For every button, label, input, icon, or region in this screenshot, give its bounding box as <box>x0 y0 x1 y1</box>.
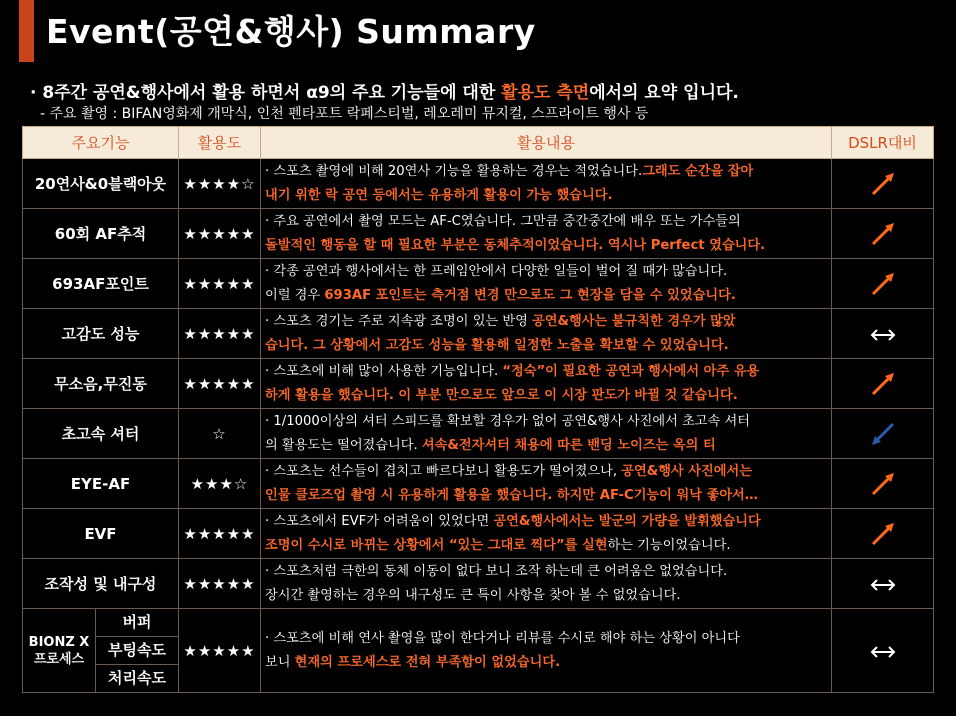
rating-stars: ★★★☆ <box>179 459 261 509</box>
shooting-note: - 주요 촬영 : BIFAN영화제 개막식, 인천 펜타포트 락페스티벌, 레오레미 뮤지컬, 스프라이트 행사 등 <box>40 106 649 122</box>
arrow-down-icon <box>832 409 934 459</box>
group-label-line: 프로세스 <box>33 651 85 667</box>
feature-name: EYE-AF <box>23 459 179 509</box>
desc-text: · 스포츠 경기는 주로 지속광 조명이 있는 반영 <box>265 313 533 329</box>
table-row <box>23 309 934 359</box>
table-row <box>23 409 934 459</box>
desc-line-2 <box>265 434 831 458</box>
subtitle-highlight: 활용도 측면 <box>501 83 590 103</box>
desc-line-1: · 스포츠에 비해 연사 촬영을 많이 한다거나 리뷰를 수시로 해야 하는 상황이 아니다 <box>265 630 740 646</box>
title-accent-bar <box>19 0 34 62</box>
desc-line-1 <box>265 360 831 384</box>
sub-feature: 처리속도 <box>108 669 166 687</box>
desc-highlight: 인물 클로즈업 촬영 시 유용하게 활용을 했습니다. 하지만 AF-C기능이 워낙 좋아서… <box>265 487 758 503</box>
desc-line-1 <box>265 310 831 334</box>
desc-highlight: 현재의 프로세스로 전혀 부족함이 없었습니다. <box>294 654 561 670</box>
desc-highlight: 습니다. 그 상황에서 고감도 성능을 활용해 일정한 노출을 확보할 수 있었습니다. <box>265 337 729 353</box>
feature-name: 고감도 성능 <box>23 309 179 359</box>
table-row <box>23 609 934 693</box>
desc-highlight: 693AF 포인트는 측거점 변경 만으로도 그 현장을 담을 수 있었습니다. <box>324 287 736 303</box>
desc-line-2 <box>265 334 831 358</box>
desc-line-1 <box>265 510 831 534</box>
table-row <box>23 259 934 309</box>
desc-line-1 <box>265 260 831 284</box>
desc-text: 보니 <box>265 654 295 670</box>
sub-feature: 버퍼 <box>96 609 178 637</box>
desc-highlight: 조명이 수시로 바뀌는 상황에서 “있는 그대로 찍다”를 실현 <box>265 537 608 553</box>
summary-table <box>22 126 934 693</box>
header-usage: 활용도 <box>179 127 261 159</box>
usage-description <box>261 159 832 209</box>
header-feature: 주요기능 <box>23 127 179 159</box>
usage-description <box>261 359 832 409</box>
desc-line-1 <box>265 560 831 584</box>
rating-stars: ☆ <box>179 409 261 459</box>
feature-name: 60회 AF추적 <box>23 209 179 259</box>
group-label <box>23 609 96 692</box>
arrow-up-icon <box>832 209 934 259</box>
rating-stars: ★★★★★ <box>179 359 261 409</box>
usage-description <box>261 509 832 559</box>
desc-highlight: 내기 위한 락 공연 등에서는 유용하게 활용이 가능 했습니다. <box>265 187 613 203</box>
arrow-both-icon <box>832 309 934 359</box>
desc-highlight: 하게 활용을 했습니다. 이 부분 만으로도 앞으로 이 시장 판도가 바뀔 것 같습니다. <box>265 387 738 403</box>
desc-highlight: 그래도 순간을 잡아 <box>642 163 754 179</box>
desc-text: · 각종 공연과 행사에서는 한 프레임안에서 다양한 일들이 벌어 질 때가 많습니다. <box>265 263 728 279</box>
arrow-up-icon <box>832 259 934 309</box>
usage-description <box>261 559 832 609</box>
desc-line-2 <box>265 484 831 508</box>
desc-line-2 <box>265 384 831 408</box>
rating-stars: ★★★★★ <box>179 609 261 693</box>
rating-stars: ★★★★☆ <box>179 159 261 209</box>
page-title: Event(공연&행사) Summary <box>46 12 536 51</box>
desc-text: 이럴 경우 <box>265 287 325 303</box>
summary-subtitle <box>30 78 739 103</box>
feature-name: 693AF포인트 <box>23 259 179 309</box>
rating-stars: ★★★★★ <box>179 209 261 259</box>
usage-description <box>261 609 832 693</box>
table-row <box>23 359 934 409</box>
desc-line-2 <box>265 234 831 258</box>
arrow-up-icon <box>832 459 934 509</box>
rating-stars: ★★★★★ <box>179 259 261 309</box>
table-body <box>23 159 934 693</box>
desc-text: · 스포츠 촬영에 비해 20연사 기능을 활용하는 경우는 적었습니다. <box>265 163 643 179</box>
usage-description <box>261 209 832 259</box>
feature-name: 무소음,무진동 <box>23 359 179 409</box>
subtitle-text-end: 에서의 요약 입니다. <box>589 83 739 103</box>
rating-stars: ★★★★★ <box>179 559 261 609</box>
desc-text: 의 활용도는 떨어졌습니다. <box>265 437 422 453</box>
desc-text: 장시간 촬영하는 경우의 내구성도 큰 특이 사항을 찾아 볼 수 없었습니다. <box>265 587 681 603</box>
desc-line-2 <box>265 651 831 675</box>
desc-line-2 <box>265 534 831 558</box>
usage-description <box>261 459 832 509</box>
feature-name: 조작성 및 내구성 <box>23 559 179 609</box>
group-subs <box>96 609 179 692</box>
usage-description <box>261 259 832 309</box>
table-row <box>23 509 934 559</box>
header-dslr: DSLR대비 <box>832 127 934 159</box>
arrow-up-icon <box>832 159 934 209</box>
header-content: 활용내용 <box>261 127 832 159</box>
table-row <box>23 159 934 209</box>
table-header-row <box>23 127 934 159</box>
usage-description <box>261 309 832 359</box>
desc-text: · 스포츠에 비해 많이 사용한 기능입니다. <box>265 363 503 379</box>
feature-name: 20연사&0블랙아웃 <box>23 159 179 209</box>
subtitle-text: · 8주간 공연&행사에서 활용 하면서 α9의 주요 기능들에 대한 <box>30 83 502 103</box>
desc-highlight: “정숙”이 필요한 공연과 행사에서 아주 유용 <box>502 363 760 379</box>
arrow-up-icon <box>832 509 934 559</box>
desc-highlight: 돌발적인 행동을 할 때 필요한 부분은 동체추적이었습니다. 역시나 Perfect 였습니다. <box>265 237 766 253</box>
desc-line-1 <box>265 410 831 434</box>
desc-line-2 <box>265 184 831 208</box>
table-row <box>23 559 934 609</box>
arrow-both-icon <box>832 559 934 609</box>
feature-name: 초고속 셔터 <box>23 409 179 459</box>
desc-highlight: 공연&행사는 불규칙한 경우가 많았 <box>532 313 736 329</box>
desc-line-1 <box>265 460 831 484</box>
desc-line-2 <box>265 584 831 608</box>
desc-text: · 주요 공연에서 촬영 모드는 AF-C였습니다. 그만큼 중간중간에 배우 또는 가수들의 <box>265 213 741 229</box>
desc-text: · 스포츠에서 EVF가 어려움이 있었다면 <box>265 513 494 529</box>
desc-line-1 <box>265 210 831 234</box>
desc-text: · 1/1000이상의 셔터 스피드를 확보할 경우가 없어 공연&행사 사진에서 초고속 셔터 <box>265 413 750 429</box>
desc-text: · 스포츠처럼 극한의 동체 이동이 없다 보니 조작 하는데 큰 어려움은 없었습니다. <box>265 563 728 579</box>
rating-stars: ★★★★★ <box>179 509 261 559</box>
feature-group-name <box>23 609 179 693</box>
desc-line-1 <box>265 160 831 184</box>
feature-name: EVF <box>23 509 179 559</box>
desc-text: 하는 기능이었습니다. <box>607 537 731 553</box>
group-label-line: BIONZ X <box>28 634 90 650</box>
desc-highlight: 셔속&전자셔터 채용에 따른 밴딩 노이즈는 옥의 티 <box>421 437 716 453</box>
table-row <box>23 209 934 259</box>
rating-stars: ★★★★★ <box>179 309 261 359</box>
table-row <box>23 459 934 509</box>
arrow-up-icon <box>832 359 934 409</box>
arrow-both-icon <box>832 609 934 693</box>
desc-highlight: 공연&행사 사진에서는 <box>621 463 752 479</box>
desc-line-2 <box>265 284 831 308</box>
sub-feature: 부팅속도 <box>96 637 178 665</box>
desc-text: · 스포츠는 선수들이 겹치고 빠르다보니 활용도가 떨어졌으나, <box>265 463 622 479</box>
usage-description <box>261 409 832 459</box>
desc-highlight: 공연&행사에서는 발군의 가량을 발휘했습니다 <box>493 513 761 529</box>
